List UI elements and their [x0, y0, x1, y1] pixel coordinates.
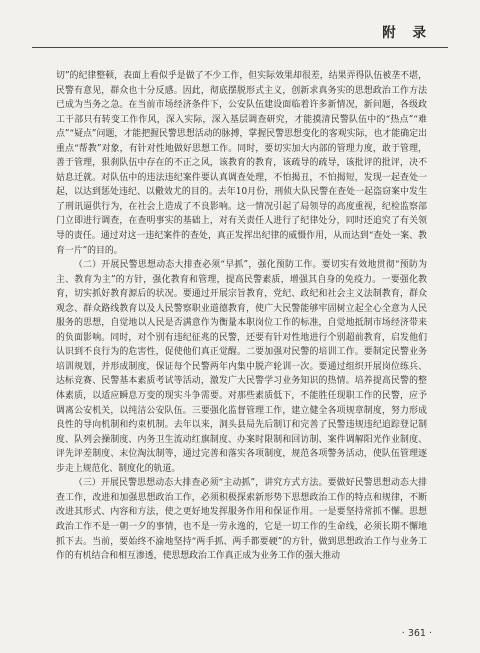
paragraph-section-2: （二）开展民警思想动态大排查必须“早抓”，强化预防工作。要切实有效地贯彻“预防为主、教育为主”的方针，强化教育和管理，提高民警素质，增强其自身的免疫力。一要强化教育，切实抓好教育源后的状况。要通过开展宗旨教育，党纪、政纪和社会主义法制教育，群众观念、群众路线教育以及人民警察职业道德教育，使广大民警能够牢固树立起全心全意为人民服务的思想，自觉地以人民是否满意作为衡量本职岗位工作的标准，自觉地抵制市场经济带来的负面影响。同时，对个别有违纪征兆的民警，还要有针对性地进行个别超前教育，启发他们认识到不良行为的危害性，促使他们真正觉醒。二要加强对民警的培训工作。要制定民警业务培训规划，并形成制度，保证每个民警两年内集中脱产轮训一次。要通过组织开展岗位练兵、达标竞赛、民警基本素质考试等活动，激发广大民警学习业务知识的热情。培养提高民警的整体素质，以适应瞬息万变的现实斗争需要。对那些素质低下，不能胜任现职工作的民警，应予调离公安机关，以纯洁公安队伍。三要强化监督管理工作，建立健全各项规章制度，努力形成良性的导向机制和约束机制。去年以来，洞头县局先后制订和完善了民警违规违纪追踪登记制度、队列会操制度、内务卫生流动红旗制度、办案时限制和回访制、案件调解阳光作业制度、评先评差制度、末位淘汰制等，通过完善和落实各项制度，规范各项警务活动，使队伍管理逐步走上规范化、制度化的轨道。	[56, 260, 427, 474]
header-divider	[32, 47, 448, 48]
body-text	[56, 69, 427, 564]
paragraph-section-3: （三）开展民警思想动态大排查必须“主动抓”，讲究方式方法。要做好民警思想动态大排查工作，改进和加强思想政治工作，必须积极探索新形势下思想政治工作的特点和规律，不断改进其形式、内容和方法，使之更好地发挥服务作用和保证作用。一是要坚持常抓不懈。思想政治工作不是一朝一夕的事情，也不是一劳永逸的，它是一切工作的生命线，必须长期不懈地抓下去。当前，要始终不渝地坚持“两手抓、两手都要硬”的方针，做到思想政治工作与业务工作的有机结合和相互渗透，使思想政治工作真正成为业务工作的强大推动	[56, 478, 427, 562]
page-number: · 361 ·	[401, 628, 432, 639]
running-header-title: 附 录	[382, 25, 432, 41]
paragraph-continuation: 切”的纪律整顿，表面上看似乎是做了不少工作，但实际效果却很差，结果弄得队伍被垄不堪，民警有意见，群众也十分反感。因此，彻底摆脱形式主义，创新求真务实的思想政治工作方法已成为当务之急。在当前市场经济条件下，公安队伍建设面临着许多新情况，新问题，各级政工干部只有转变工作作风，深入实际，深入基层调查研究，才能摸清民警队伍中的“热点”“难点”“疑点”问题，才能把握民警思想活动的脉搏，掌握民警思想变化的客观实际，也才能确定出重点“帮教”对象，有针对性地做好思想工作。同时，要切实加大内部的管理力度，敢于管理，善于管理，狠刹队伍中存在的不正之风，该教育的教育，该疏导的疏导，该批评的批评，决不姑息迁就。对队伍中的违法违纪案件要认真调查处理，不怕揭丑，不怕揭短，发现一起查处一起，以达到惩处违纪、以儆效尤的目的。去年10月份，刑侦大队民警在查处一起盗窃案中发生了刑讯逼供行为，在社会上造成了不良影响。这一情况引起了局领导的高度重视，纪检监察部门立即进行调查，在查明事实的基础上，对有关责任人进行了纪律处分，同时还追究了有关领导的责任。通过对这一违纪案件的查处，真正发挥出纪律的威慑作用，从而达到“查处一案、教育一片”的目的。	[56, 71, 427, 256]
